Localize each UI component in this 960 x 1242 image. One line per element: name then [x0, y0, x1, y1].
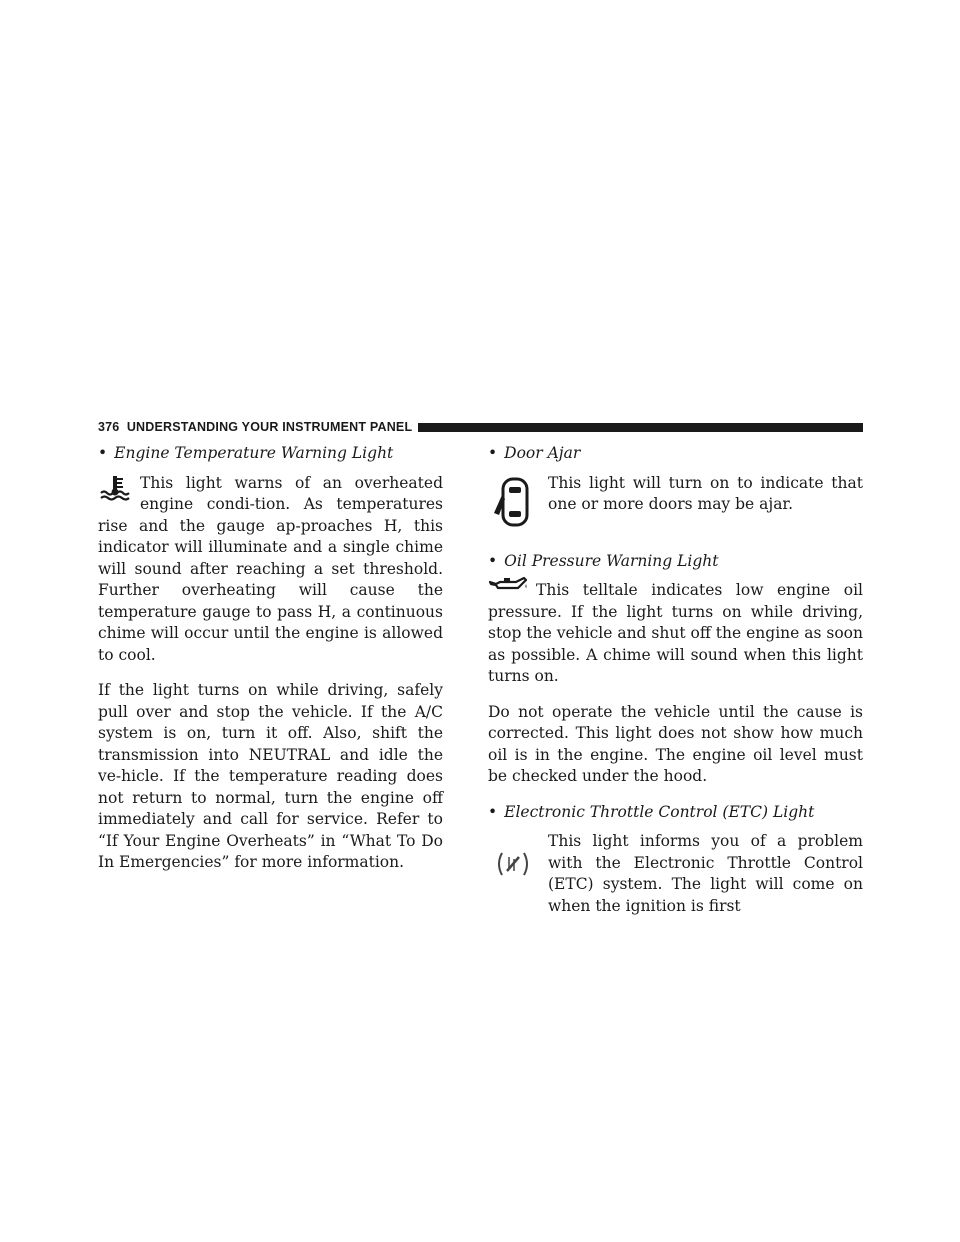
throttle-control-icon	[488, 831, 548, 917]
header-rule	[418, 423, 863, 432]
oil-can-icon	[488, 576, 528, 594]
left-column	[98, 443, 443, 888]
oil-pressure-paragraph-1: This telltale indicates low engine oil pressure. If the light turns on while driving, stop the vehicle and shut off the engine as soon as possible. A chime will sound when this light turns on.	[488, 581, 863, 685]
page-header	[98, 419, 863, 435]
page-number-and-section	[98, 420, 412, 434]
door-ajar-block	[488, 473, 863, 535]
engine-temp-paragraph-1: This light warns of an overheated engine condi-tion. As temperatures rise and the gauge ap-proaches H, this indicator will illuminate and a single chime will sound after reaching a set threshold. Further overheating will cause the temperature gauge to pass H, a continuous chime will occur until the engine is allowed to cool.	[98, 473, 443, 664]
oil-pressure-block	[488, 580, 863, 688]
coolant-temperature-icon	[98, 473, 132, 503]
door-ajar-icon	[488, 473, 548, 535]
oil-pressure-heading: • Oil Pressure Warning Light	[488, 551, 719, 570]
etc-heading: • Electronic Throttle Control (ETC) Light	[488, 802, 815, 821]
section-title: UNDERSTANDING YOUR INSTRUMENT PANEL	[126, 420, 413, 434]
engine-temp-paragraph-2: If the light turns on while driving, safely pull over and stop the vehicle. If the A/C system is on, turn it off. Also, shift the transmission into NEUTRAL and idle the ve-hicle. If the temperature reading does not return to normal, turn the engine off immediately and call for service. Refer to “If Your Engine Overheats” in “What To Do In Emergencies” for more information.	[98, 681, 443, 871]
bullet: •	[488, 444, 498, 462]
etc-block	[488, 831, 863, 917]
oil-pressure-paragraph-2: Do not operate the vehicle until the cause is corrected. This light does not show how much oil is in the engine. The engine oil level must be checked under the hood.	[488, 702, 863, 785]
bullet: •	[488, 551, 498, 570]
etc-text: This light informs you of a problem with the Electronic Throttle Control (ETC) system. The light will come on when the ignition is first	[548, 832, 863, 915]
engine-temp-block	[98, 473, 443, 667]
door-ajar-text: This light will turn on to indicate that one or more doors may be ajar.	[548, 473, 863, 513]
door-ajar-heading: • Door Ajar	[488, 444, 581, 462]
page-number: 376	[98, 420, 120, 434]
bullet: •	[488, 802, 498, 821]
engine-temp-heading: • Engine Temperature Warning Light	[98, 444, 394, 462]
right-column	[488, 443, 863, 933]
bullet: •	[98, 444, 108, 462]
